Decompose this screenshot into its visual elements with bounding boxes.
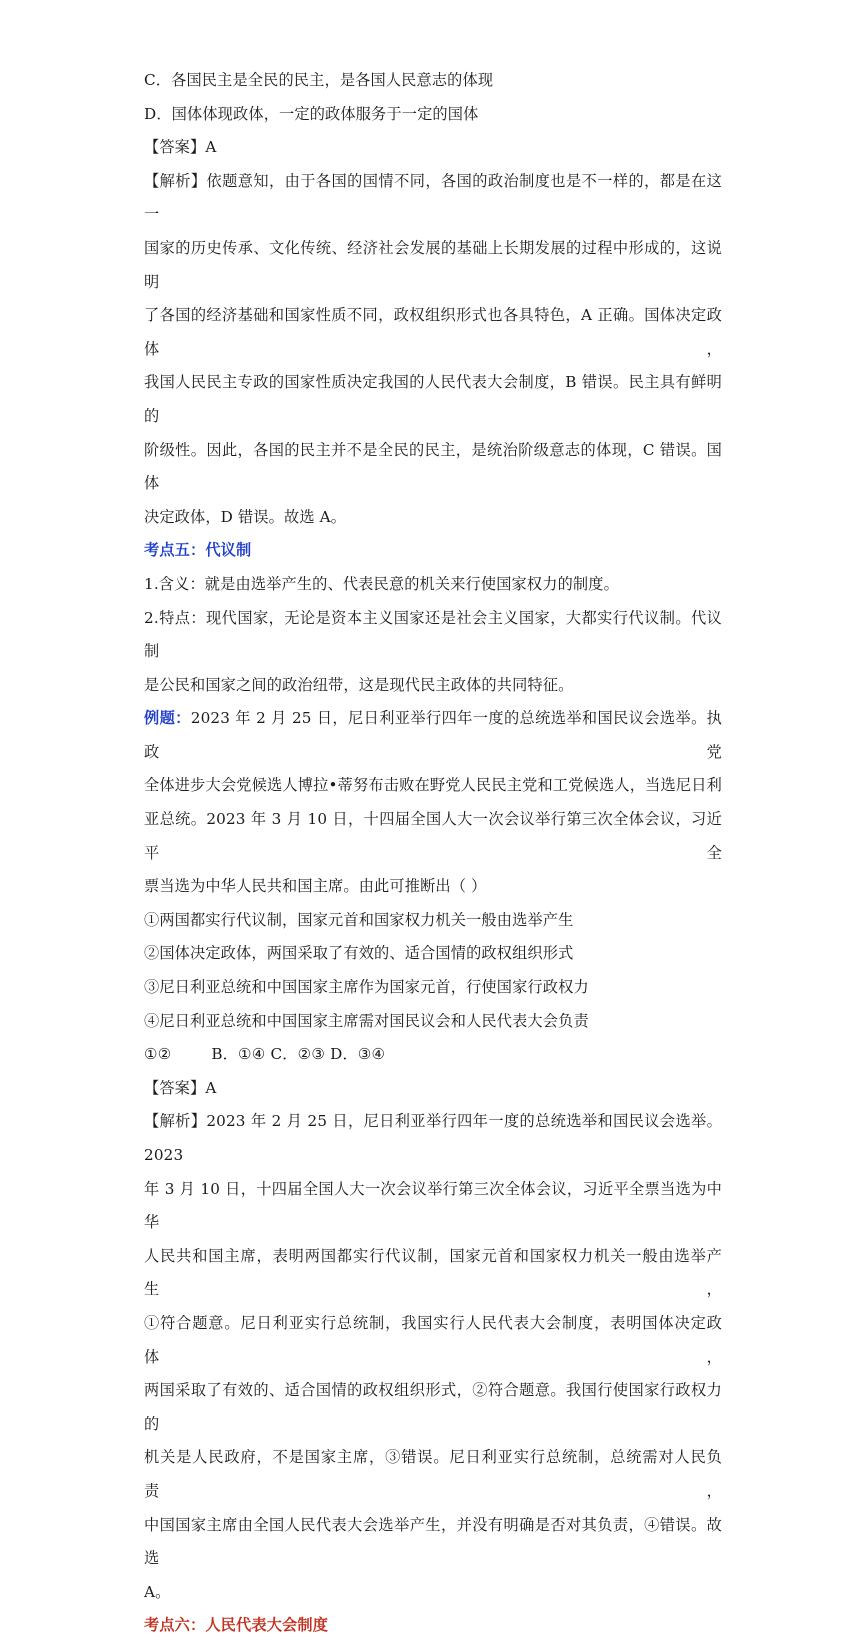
statement-3: ③尼日利亚总统和中国国家主席作为国家元首，行使国家行政权力 xyxy=(144,978,589,997)
analysis-prev-line: 国家的历史传承、文化传统、经济社会发展的基础上长期发展的过程中形成的，这说明 xyxy=(144,238,722,291)
statement-2: ②国体决定政体，两国采取了有效的、适合国情的政权组织形式 xyxy=(144,944,574,963)
statement-1: ①两国都实行代议制，国家元首和国家权力机关一般由选举产生 xyxy=(144,910,574,929)
analysis-prev-line: 【解析】依题意知，由于各国的国情不同，各国的政治制度也是不一样的，都是在这一 xyxy=(144,171,722,224)
document-page xyxy=(144,64,722,1643)
analysis-prev-line: 决定政体，D 错误。故选 A。 xyxy=(144,507,347,526)
example-line: 全体进步大会党候选人博拉•蒂努布击败在野党人民民主党和工党候选人，当选尼日利 xyxy=(144,776,722,795)
answer-prev: 【答案】A xyxy=(144,138,217,157)
example-text: 2023 年 2 月 25 日，尼日利亚举行四年一度的总统选举和国民议会选举。执政党 xyxy=(144,709,722,761)
section5-point1: 1.含义：就是由选举产生的、代表民意的机关来行使国家权力的制度。 xyxy=(144,574,619,593)
option-c: C．各国民主是全民的民主，是各国人民意志的体现 xyxy=(144,71,494,89)
example-first-line xyxy=(144,702,722,769)
analysis-line: A。 xyxy=(144,1582,171,1601)
option-d: D．国体体现政体，一定的政体服务于一定的国体 xyxy=(144,104,479,123)
answer-choices: ①② B．①④ C．②③ D．③④ xyxy=(144,1045,386,1064)
analysis-line: 机关是人民政府，不是国家主席，③错误。尼日利亚实行总统制，总统需对人民负责， xyxy=(144,1448,722,1500)
example-line: 亚总统。2023 年 3 月 10 日，十四届全国人大一次会议举行第三次全体会议，习近平全 xyxy=(144,810,722,862)
example-label: 例题： xyxy=(144,709,191,728)
analysis-prev-line: 阶级性。因此，各国的民主并不是全民的民主，是统治阶级意志的体现，C 错误。国体 xyxy=(144,440,722,493)
analysis-line: 人民共和国主席，表明两国都实行代议制，国家元首和国家权力机关一般由选举产生， xyxy=(144,1246,722,1299)
answer-section5: 【答案】A xyxy=(144,1078,217,1097)
section5-heading: 考点五：代议制 xyxy=(144,541,252,560)
section6-heading: 考点六：人民代表大会制度 xyxy=(144,1616,329,1635)
section5-point2-line: 是公民和国家之间的政治纽带，这是现代民主政体的共同特征。 xyxy=(144,675,574,694)
analysis-prev-line: 了各国的经济基础和国家性质不同，政权组织形式也各具特色，A 正确。国体决定政体， xyxy=(144,306,722,358)
analysis-line: 两国采取了有效的、适合国情的政权组织形式，②符合题意。我国行使国家行政权力的 xyxy=(144,1381,722,1433)
example-line: 票当选为中华人民共和国主席。由此可推断出（ ） xyxy=(144,877,487,896)
analysis-line: 中国国家主席由全国人民代表大会选举产生，并没有明确是否对其负责，④错误。故选 xyxy=(144,1515,722,1568)
section5-point2-line: 2.特点：现代国家，无论是资本主义国家还是社会主义国家，大都实行代议制。代议制 xyxy=(144,608,722,661)
analysis-line: 年 3 月 10 日，十四届全国人大一次会议举行第三次全体会议，习近平全票当选为中华 xyxy=(144,1179,722,1232)
statement-4: ④尼日利亚总统和中国国家主席需对国民议会和人民代表大会负责 xyxy=(144,1011,589,1030)
analysis-line: ①符合题意。尼日利亚实行总统制，我国实行人民代表大会制度，表明国体决定政体， xyxy=(144,1313,722,1366)
analysis-line: 【解析】2023 年 2 月 25 日，尼日利亚举行四年一度的总统选举和国民议会选举。2023 xyxy=(144,1112,722,1164)
analysis-prev-line: 我国人民民主专政的国家性质决定我国的人民代表大会制度，B 错误。民主具有鲜明的 xyxy=(144,373,722,425)
